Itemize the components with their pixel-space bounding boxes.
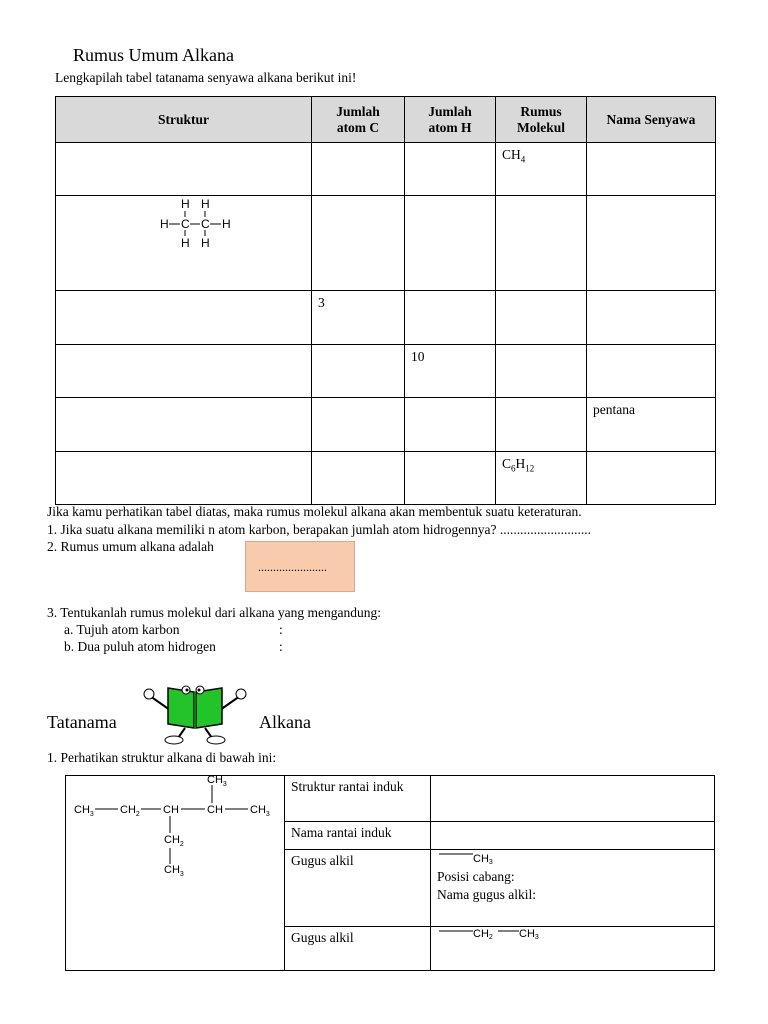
cell-jumlah-h[interactable] [405,398,496,452]
label-gugus-alkil-2: Gugus alkil [285,926,431,970]
question-3b: b. Dua puluh atom hidrogen [64,639,216,654]
cell-jumlah-c[interactable] [312,143,405,196]
cell-rumus[interactable]: $C_6H_{12}$ [496,452,587,505]
cell-struktur[interactable] [56,345,312,398]
cell-struktur[interactable] [56,291,312,345]
answer-gugus-alkil-1[interactable] [431,850,715,926]
svg-text:H: H [160,217,169,231]
cell-nama[interactable] [587,452,716,505]
svg-text:CH3: $CH_3$ [74,804,94,818]
page-title: Rumus Umum Alkana [73,45,234,65]
cell-rumus[interactable] [496,291,587,345]
cell-struktur[interactable] [56,452,312,505]
cell-jumlah-c[interactable] [312,452,405,505]
answer-struktur-rantai-induk[interactable] [431,776,715,822]
answer-box[interactable] [245,541,355,592]
answer-blank: ....................... [258,560,327,574]
cell-molecule-structure [66,776,285,971]
ethyl-group [439,927,579,943]
label-nama-rantai-induk: Nama rantai induk [285,822,431,850]
cell-nama[interactable] [587,345,716,398]
svg-text:C: C [181,217,190,231]
question-3: 3. Tentukanlah rumus molekul dari alkana yang mengandung: [47,605,381,620]
cell-struktur[interactable] [56,143,312,196]
alkane-naming-table [55,96,716,505]
cell-jumlah-h[interactable] [405,291,496,345]
nama-gugus-alkil-label: Nama gugus alkil: [437,887,536,903]
table-header-row [56,97,716,143]
label-gugus-alkil-1: Gugus alkil [285,850,431,926]
answer-gugus-alkil-2[interactable] [431,926,715,970]
cell-rumus[interactable] [496,398,587,452]
svg-text:CH2: $CH_2$ [120,804,140,818]
svg-text:CH2: CH2 [473,927,493,941]
cell-nama[interactable] [587,291,716,345]
label-struktur-rantai-induk: Struktur rantai induk [285,776,431,822]
svg-text:CH3: CH3 [519,927,539,941]
svg-text:CH3: $CH_3$ [164,864,184,878]
cell-jumlah-h[interactable] [405,452,496,505]
methyl-group [439,850,519,866]
table-row [56,143,716,196]
svg-text:H: H [181,197,190,211]
book-mascot-icon [140,680,250,746]
svg-text:H: H [222,217,231,231]
header-jumlah-atom-c: Jumlah atom C [312,97,405,143]
cell-jumlah-c[interactable]: 3 [312,291,405,345]
table-row [56,345,716,398]
svg-text:CH2: $CH_2$ [164,834,184,848]
ethane-structure [56,196,311,286]
cell-jumlah-h[interactable] [405,143,496,196]
section-title-alkana: Alkana [259,712,311,732]
cell-rumus[interactable] [496,196,587,291]
svg-text:H: H [201,197,210,211]
svg-text:H: H [201,236,210,250]
cell-jumlah-c[interactable] [312,196,405,291]
table-row [66,776,715,822]
cell-struktur-ethane [56,196,312,291]
svg-text:CH3: $CH_3$ [250,804,270,818]
table-row [56,196,716,291]
posisi-cabang-label: Posisi cabang: [437,869,515,885]
alkane-structure-table [65,775,715,971]
svg-text:CH3: CH3 [473,853,493,867]
header-struktur: Struktur [56,97,312,143]
svg-text:H: H [181,236,190,250]
cell-jumlah-c[interactable] [312,398,405,452]
question-3a: a. Tujuh atom karbon [64,622,180,637]
cell-nama[interactable]: pentana [587,398,716,452]
question-3b-colon: : [279,639,283,654]
questions-intro: Jika kamu perhatikan tabel diatas, maka rumus molekul alkana akan membentuk suatu keteraturan. [47,504,582,519]
instruction-text: Lengkapilah tabel tatanama senyawa alkana berikut ini! [55,70,357,85]
question-2: 2. Rumus umum alkana adalah [47,539,214,554]
answer-nama-rantai-induk[interactable] [431,822,715,850]
table-row [56,398,716,452]
cell-struktur[interactable] [56,398,312,452]
cell-jumlah-c[interactable] [312,345,405,398]
section-title-tatanama: Tatanama [47,712,117,732]
question-3a-colon: : [279,622,283,637]
svg-text:CH: CH [207,804,223,816]
cell-nama[interactable] [587,196,716,291]
svg-text:C: C [201,217,210,231]
branched-alkane-structure [66,776,284,966]
cell-jumlah-h[interactable] [405,196,496,291]
section2-question-1: 1. Perhatikan struktur alkana di bawah ini: [47,750,277,765]
question-1: 1. Jika suatu alkana memiliki n atom karbon, berapakan jumlah atom hidrogennya? ........................... [47,522,591,537]
header-rumus-molekul: Rumus Molekul [496,97,587,143]
cell-rumus[interactable] [496,345,587,398]
header-jumlah-atom-h: Jumlah atom H [405,97,496,143]
cell-jumlah-h[interactable]: 10 [405,345,496,398]
cell-nama[interactable] [587,143,716,196]
table-row [56,452,716,505]
svg-text:CH: CH [163,804,179,816]
svg-text:CH3: $CH_3$ [207,776,227,788]
cell-rumus[interactable]: $CH_4$ [496,143,587,196]
table-row [56,291,716,345]
header-nama-senyawa: Nama Senyawa [587,97,716,143]
